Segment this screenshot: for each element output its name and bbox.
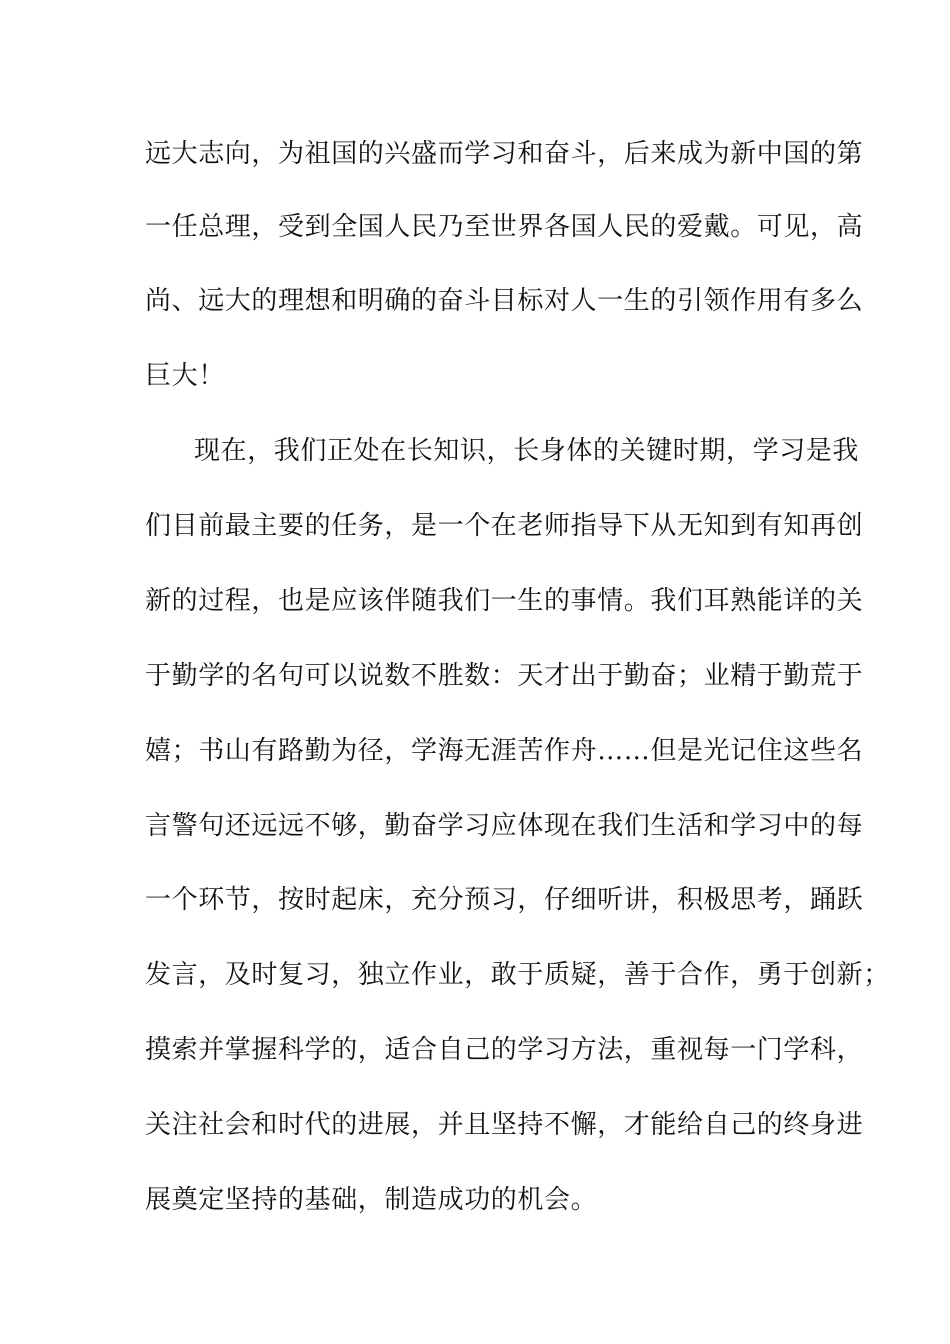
text-line: 巨大！ — [145, 361, 225, 391]
text-line: 尚、远大的理想和明确的奋斗目标对人一生的引领作用有多么 — [145, 286, 864, 316]
text-line: 发言，及时复习，独立作业，敢于质疑，善于合作，勇于创新； — [145, 960, 890, 990]
text-line: 展奠定坚持的基础，制造成功的机会。 — [145, 1185, 598, 1215]
text-line: 新的过程，也是应该伴随我们一生的事情。我们耳熟能详的关 — [145, 586, 864, 616]
text-line: 远大志向，为祖国的兴盛而学习和奋斗，后来成为新中国的第 — [145, 139, 864, 169]
text-line: 言警句还远远不够，勤奋学习应体现在我们生活和学习中的每 — [145, 811, 864, 841]
paragraph-first-line: 现在，我们正处在长知识，长身体的关键时期，学习是我 — [194, 436, 860, 466]
text-line: 一个环节，按时起床，充分预习，仔细听讲，积极思考，踊跃 — [145, 885, 864, 915]
text-line: 于勤学的名句可以说数不胜数：天才出于勤奋；业精于勤荒于 — [145, 661, 864, 691]
text-line: 关注社会和时代的进展，并且坚持不懈，才能给自己的终身进 — [145, 1110, 864, 1140]
text-line: 们目前最主要的任务，是一个在老师指导下从无知到有知再创 — [145, 511, 864, 541]
text-line: 嬉；书山有路勤为径，学海无涯苦作舟……但是光记住这些名 — [145, 736, 864, 766]
text-line: 摸索并掌握科学的，适合自己的学习方法，重视每一门学科， — [145, 1035, 864, 1065]
text-line: 一任总理，受到全国人民乃至世界各国人民的爱戴。可见，高 — [145, 212, 864, 242]
